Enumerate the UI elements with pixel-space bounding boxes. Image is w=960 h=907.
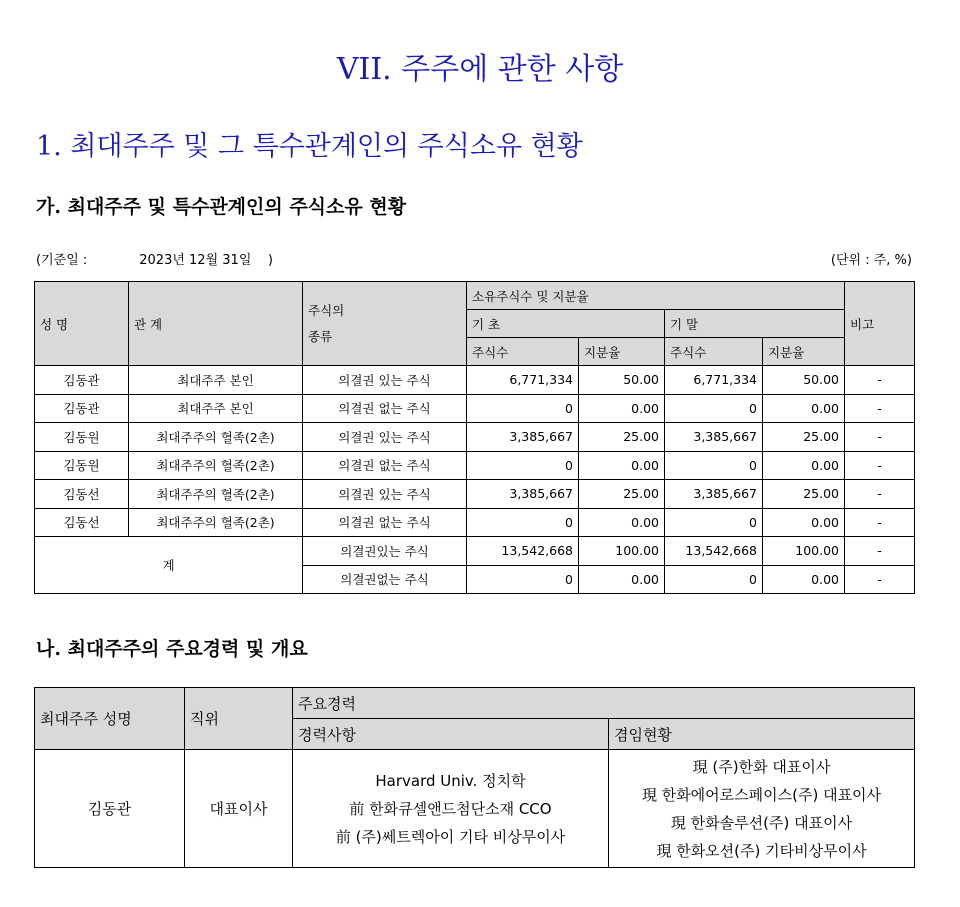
cell-end-ratio: 0.00 [763,451,845,480]
header-end-shares: 주식수 [665,338,763,366]
cell-end-shares: 0 [665,451,763,480]
cell-begin-ratio: 0.00 [579,565,665,594]
table-row [35,366,915,395]
shareholding-table [34,281,915,594]
cell-end-shares: 3,385,667 [665,480,763,509]
cell-end-ratio: 25.00 [763,423,845,452]
header-note: 비고 [845,282,915,366]
cell-begin-ratio: 50.00 [579,366,665,395]
base-date-prefix: (기준일 : [36,253,88,268]
cell-name: 김동원 [35,451,129,480]
header-begin-shares: 주식수 [467,338,579,366]
cell-stock-type: 의결권 없는 주식 [303,451,467,480]
cell-begin-ratio: 0.00 [579,451,665,480]
header-stock-type: 주식의 종류 [303,282,467,366]
cell-end-ratio: 0.00 [763,565,845,594]
cell-end-shares: 6,771,334 [665,366,763,395]
table-row [35,750,915,868]
cell-note: - [845,565,915,594]
cell-begin-ratio: 25.00 [579,423,665,452]
cell-begin-shares: 3,385,667 [467,480,579,509]
cell-stock-type: 의결권없는 주식 [303,565,467,594]
career-table-body [35,688,915,868]
cell-begin-shares: 6,771,334 [467,366,579,395]
total-label: 계 [35,537,303,594]
header-relation: 관 계 [129,282,303,366]
cell-holder-name: 김동관 [35,750,185,868]
cell-stock-type: 의결권 있는 주식 [303,480,467,509]
cell-begin-shares: 0 [467,394,579,423]
career-heading: 나. 최대주주의 주요경력 및 개요 [36,638,308,660]
base-date-suffix: ) [267,253,273,268]
section-title: VII. 주주에 관한 사항 [336,52,624,87]
cell-name: 김동선 [35,508,129,537]
table-row [35,394,915,423]
concurrent-item: 現 한화에어로스페이스(주) 대표이사 [641,785,882,804]
cell-note: - [845,451,915,480]
cell-begin-shares: 3,385,667 [467,423,579,452]
cell-stock-type: 의결권 있는 주식 [303,366,467,395]
career-table [34,687,915,868]
cell-end-ratio: 0.00 [763,394,845,423]
subsection-title: 1. 최대주주 및 그 특수관계인의 주식소유 현황 [36,131,583,162]
table-row [35,508,915,537]
cell-name: 김동관 [35,394,129,423]
header-end: 기 말 [665,310,845,338]
header-career: 주요경력 [293,688,915,719]
cell-relation: 최대주주의 혈족(2촌) [129,508,303,537]
concurrent-item: 現 한화오션(주) 기타비상무이사 [656,841,867,860]
total-row [35,537,915,566]
table-row [35,451,915,480]
cell-relation: 최대주주 본인 [129,394,303,423]
cell-note: - [845,537,915,566]
cell-relation: 최대주주 본인 [129,366,303,395]
cell-end-ratio: 0.00 [763,508,845,537]
cell-note: - [845,394,915,423]
cell-end-shares: 0 [665,508,763,537]
history-item: 前 (주)쎄트렉아이 기타 비상무이사 [335,827,566,846]
cell-begin-shares: 0 [467,451,579,480]
base-date: 2023년 12월 31일 [139,253,252,268]
header-position: 직위 [185,688,293,750]
shareholding-heading: 가. 최대주주 및 특수관계인의 주식소유 현황 [36,196,407,218]
cell-end-ratio: 50.00 [763,366,845,395]
cell-end-ratio: 100.00 [763,537,845,566]
base-date-label [36,249,273,268]
cell-note: - [845,508,915,537]
cell-begin-ratio: 0.00 [579,394,665,423]
history-item: Harvard Univ. 정치학 [375,771,526,790]
header-begin: 기 초 [467,310,665,338]
cell-end-ratio: 25.00 [763,480,845,509]
cell-name: 김동관 [35,366,129,395]
header-concurrent: 겸임현황 [609,719,915,750]
history-item: 前 한화큐셀앤드첨단소재 CCO [349,799,552,818]
cell-concurrent [609,750,915,868]
cell-relation: 최대주주의 혈족(2촌) [129,423,303,452]
cell-note: - [845,423,915,452]
cell-begin-ratio: 0.00 [579,508,665,537]
cell-begin-ratio: 100.00 [579,537,665,566]
cell-end-shares: 0 [665,394,763,423]
cell-name: 김동원 [35,423,129,452]
cell-stock-type: 의결권 없는 주식 [303,508,467,537]
cell-end-shares: 13,542,668 [665,537,763,566]
cell-note: - [845,366,915,395]
cell-end-shares: 3,385,667 [665,423,763,452]
cell-begin-shares: 13,542,668 [467,537,579,566]
cell-relation: 최대주주의 혈족(2촌) [129,480,303,509]
cell-stock-type: 의결권 없는 주식 [303,394,467,423]
table-row [35,423,915,452]
cell-end-shares: 0 [665,565,763,594]
cell-relation: 최대주주의 혈족(2촌) [129,451,303,480]
header-begin-ratio: 지분율 [579,338,665,366]
cell-history [293,750,609,868]
header-holdings: 소유주식수 및 지분율 [467,282,845,310]
cell-begin-shares: 0 [467,508,579,537]
concurrent-item: 現 한화솔루션(주) 대표이사 [670,813,853,832]
cell-stock-type: 의결권 있는 주식 [303,423,467,452]
unit-label: (단위 : 주, %) [830,253,912,268]
table-row [35,480,915,509]
header-name: 성 명 [35,282,129,366]
header-end-ratio: 지분율 [763,338,845,366]
cell-note: - [845,480,915,509]
shareholding-table-body [35,282,915,594]
cell-position: 대표이사 [185,750,293,868]
header-history: 경력사항 [293,719,609,750]
cell-stock-type: 의결권있는 주식 [303,537,467,566]
concurrent-item: 現 (주)한화 대표이사 [692,757,831,776]
header-holder-name: 최대주주 성명 [35,688,185,750]
cell-begin-shares: 0 [467,565,579,594]
cell-name: 김동선 [35,480,129,509]
cell-begin-ratio: 25.00 [579,480,665,509]
